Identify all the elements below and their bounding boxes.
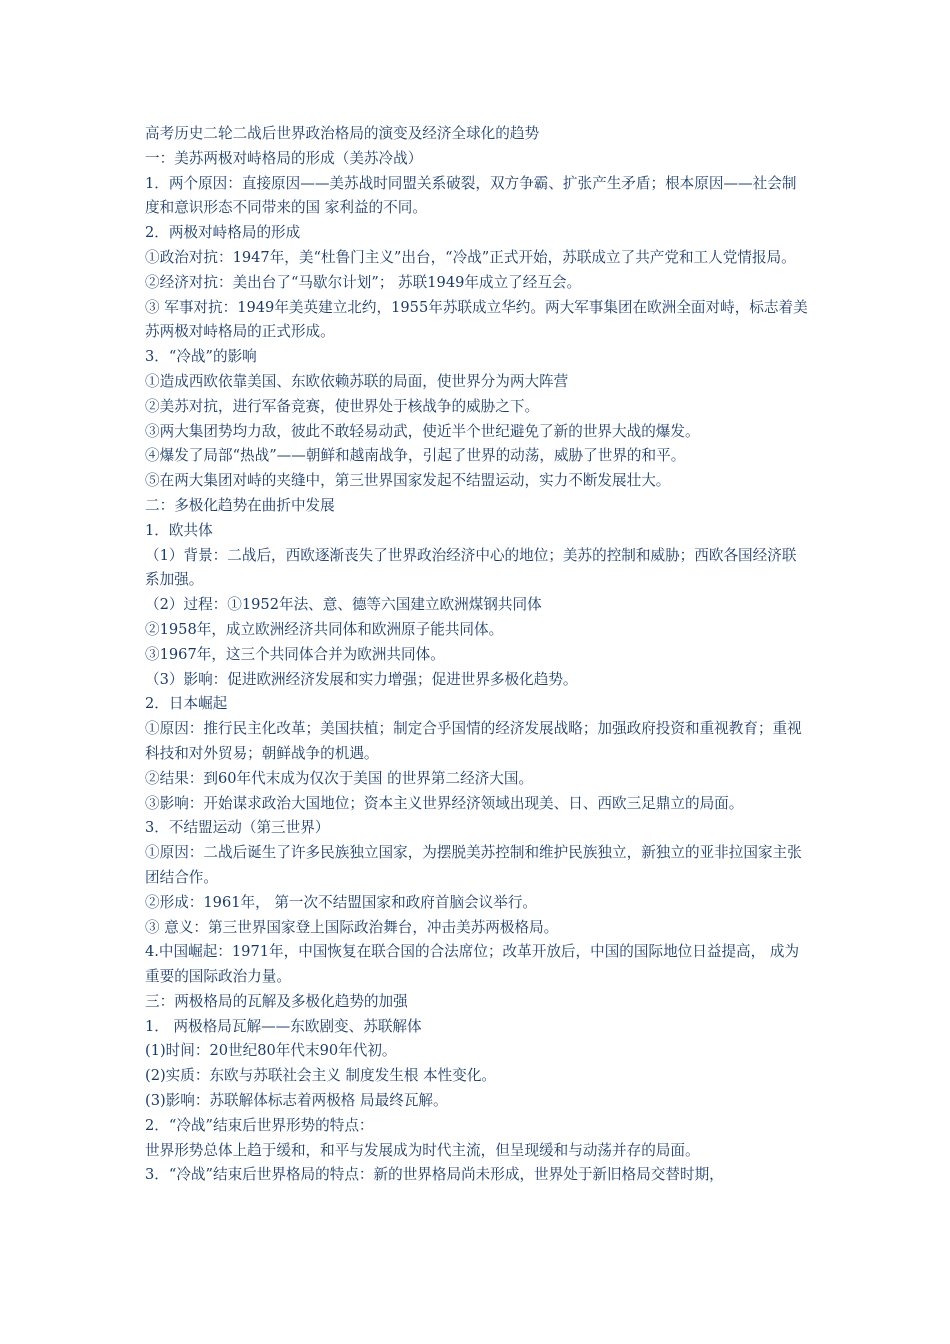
- document-paragraph: （1）背景：二战后，西欧逐渐丧失了世界政治经济中心的地位；美苏的控制和威胁；西欧各国经济联系加强。: [145, 546, 797, 589]
- document-paragraph: ②美苏对抗，进行军备竞赛，使世界处于核战争的威胁之下。: [145, 397, 540, 415]
- document-paragraph: ⑤在两大集团对峙的夹缝中，第三世界国家发起不结盟运动，实力不断发展壮大。: [145, 472, 671, 490]
- document-paragraph: ③影响：开始谋求政治大国地位；资本主义世界经济领域出现美、日、西欧三足鼎立的局面。: [145, 794, 744, 812]
- document-paragraph: ①政治对抗：1947年，美“杜鲁门主义”出台，“冷战”正式开始，苏联成立了共产党和工人党情报局。: [145, 248, 796, 266]
- document-paragraph: ②1958年，成立欧洲经济共同体和欧洲原子能共同体。: [145, 620, 504, 638]
- document-title: 高考历史二轮二战后世界政治格局的演变及经济全球化的趋势: [145, 125, 540, 142]
- document-paragraph: 1．两个原因：直接原因——美苏战时同盟关系破裂，双方争霸、扩张产生矛盾；根本原因——社会制度和意识形态不同带来的国 家利益的不同。: [145, 174, 797, 217]
- document-paragraph: ④爆发了局部“热战”——朝鲜和越南战争，引起了世界的动荡，威胁了世界的和平。: [145, 447, 686, 465]
- document-paragraph: ①造成西欧依靠美国、东欧依赖苏联的局面，使世界分为两大阵营: [145, 372, 569, 390]
- document-paragraph: 1． 两极格局瓦解——东欧剧变、苏联解体: [145, 1017, 422, 1035]
- document-paragraph: （2）过程：①1952年法、意、德等六国建立欧洲煤钢共同体: [145, 596, 542, 614]
- document-paragraph: 3．不结盟运动（第三世界）: [145, 819, 330, 837]
- document-paragraph: 二：多极化趋势在曲折中发展: [145, 496, 335, 514]
- document-paragraph: ①原因：二战后诞生了许多民族独立国家，为摆脱美苏控制和维护民族独立，新独立的亚非拉国家主张团结合作。: [145, 844, 802, 886]
- document-paragraph: ②经济对抗：美出台了“马歇尔计划”； 苏联1949年成立了经互会。: [145, 273, 582, 291]
- document-paragraph: ①原因：推行民主化改革；美国扶植；制定合乎国情的经济发展战略；加强政府投资和重视教育；重视科技和对外贸易；朝鲜战争的机遇。: [145, 720, 802, 762]
- document-paragraph: ③ 军事对抗：1949年美英建立北约，1955年苏联成立华约。两大军事集团在欧洲全面对峙，标志着美苏两极对峙格局的正式形成。: [145, 298, 808, 341]
- document-paragraph: ②结果：到60年代末成为仅次于美国 的世界第二经济大国。: [145, 769, 534, 787]
- document-paragraph: ③两大集团势均力敌，彼此不敢轻易动武，使近半个世纪避免了新的世界大战的爆发。: [145, 422, 700, 440]
- document-paragraph: 3．“冷战”结束后世界格局的特点：新的世界格局尚未形成，世界处于新旧格局交替时期，: [145, 1166, 724, 1184]
- document-paragraph: ③1967年，这三个共同体合并为欧洲共同体。: [145, 645, 445, 663]
- document-paragraph: ③ 意义：第三世界国家登上国际政治舞台，冲击美苏两极格局。: [145, 918, 559, 936]
- document-paragraph: 2．两极对峙格局的形成: [145, 224, 301, 242]
- document-paragraph: ②形成：1961年， 第一次不结盟国家和政府首脑会议举行。: [145, 893, 538, 911]
- document-paragraph: (1)时间：20世纪80年代末90年代初。: [145, 1042, 397, 1060]
- document-paragraph: 2．日本崛起: [145, 695, 228, 713]
- document-paragraph: （3）影响：促进欧洲经济发展和实力增强；促进世界多极化趋势。: [145, 670, 578, 688]
- document-paragraph: 1．欧共体: [145, 521, 213, 539]
- document-lines: [145, 147, 810, 1188]
- document-paragraph: 3．“冷战”的影响: [145, 348, 257, 366]
- document-paragraph: 三：两极格局的瓦解及多极化趋势的加强: [145, 992, 408, 1010]
- document-paragraph: 一：美苏两极对峙格局的形成（美苏冷战）: [145, 149, 423, 167]
- document-body: [145, 122, 810, 1188]
- document-paragraph: 4.中国崛起：1971年，中国恢复在联合国的合法席位；改革开放后，中国的国际地位日益提高， 成为重要的国际政治力量。: [145, 943, 800, 986]
- document-paragraph: 2．“冷战”结束后世界形势的特点：: [145, 1116, 374, 1134]
- document-paragraph: (2)实质：东欧与苏联社会主义 制度发生根 本性变化。: [145, 1067, 497, 1085]
- document-paragraph: (3)影响：苏联解体标志着两极格 局最终瓦解。: [145, 1092, 448, 1110]
- document-paragraph: 世界形势总体上趋于缓和，和平与发展成为时代主流，但呈现缓和与动荡并存的局面。: [145, 1141, 700, 1159]
